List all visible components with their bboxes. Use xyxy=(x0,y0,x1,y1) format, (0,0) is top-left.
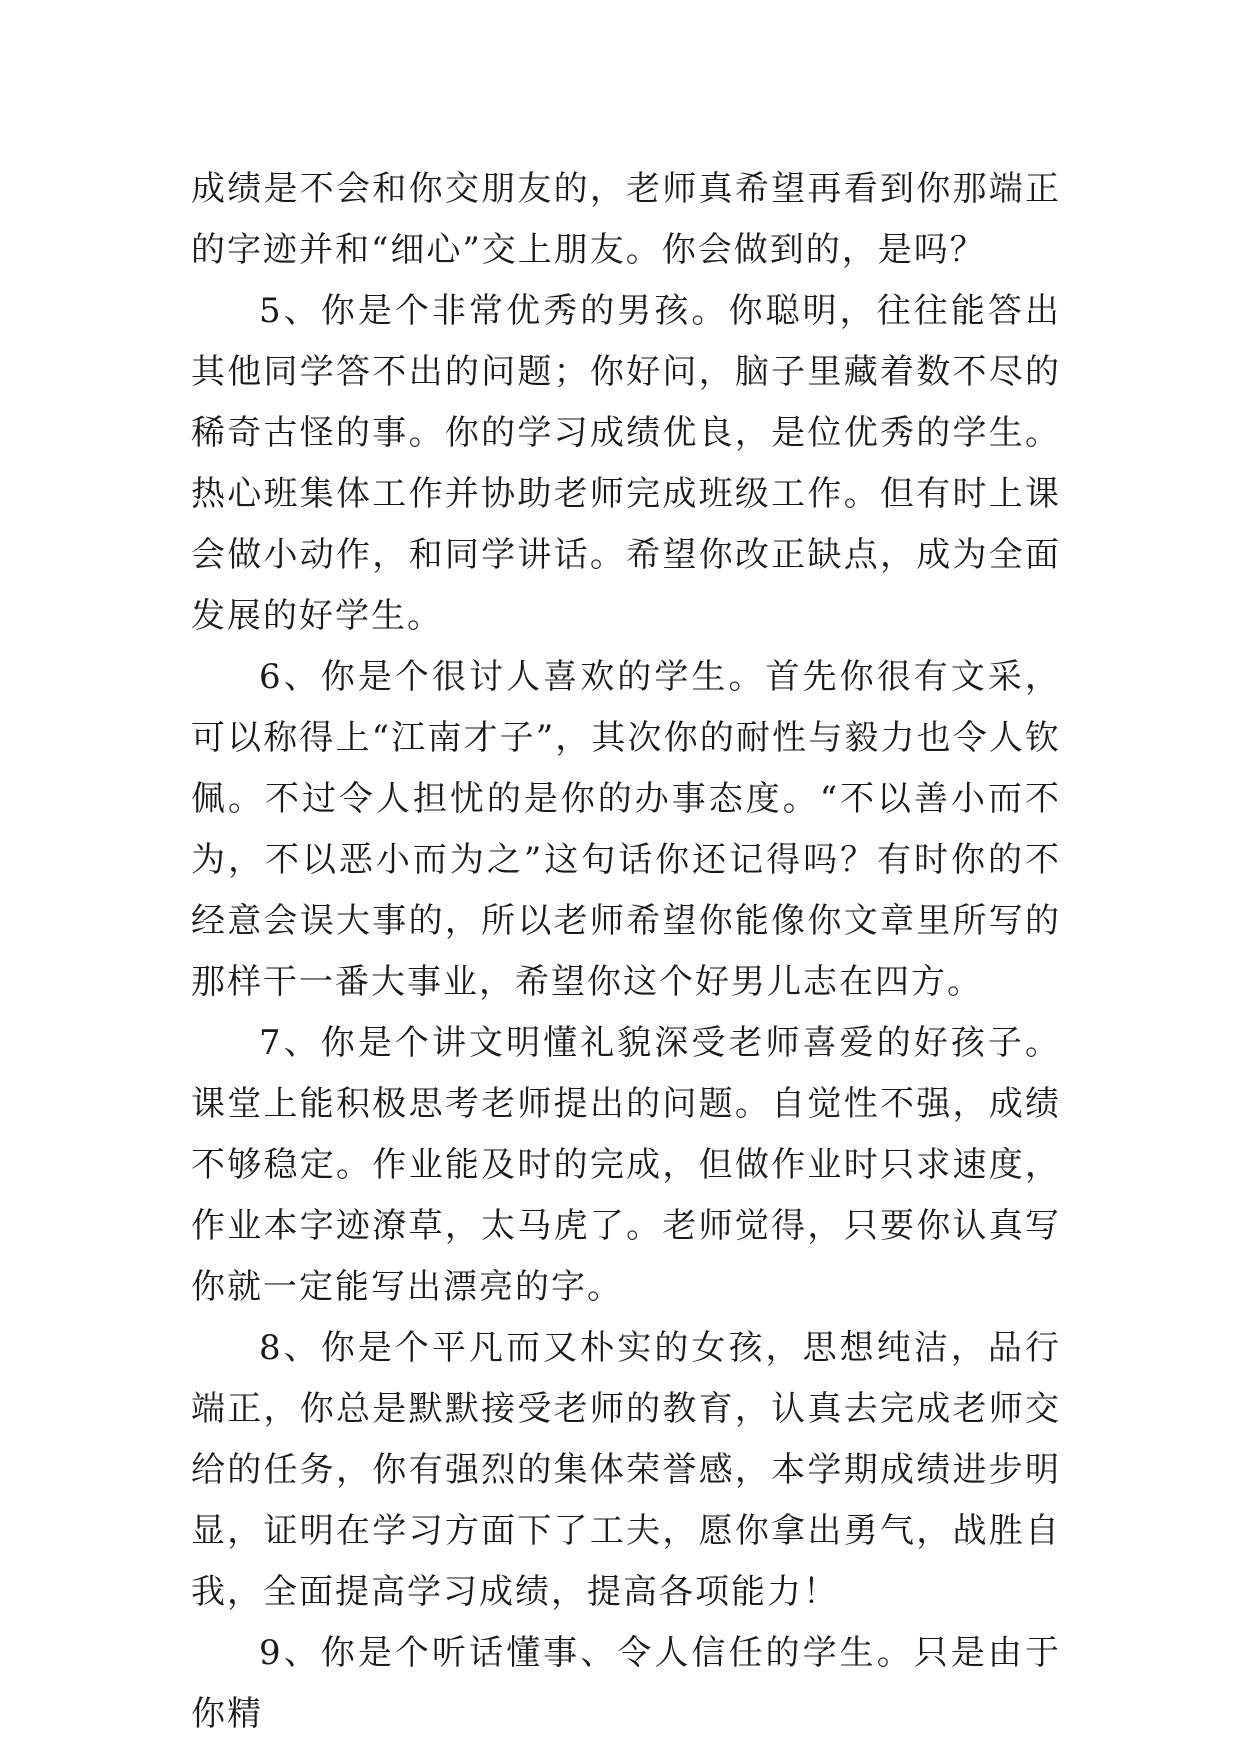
paragraph-comment-7: 7、你是个讲文明懂礼貌深受老师喜爱的好孩子。课堂上能积极思考老师提出的问题。自觉性不强，成绩不够稳定。作业能及时的完成，但做作业时只求速度，作业本字迹潦草，太马虎了。老师觉得，只要你认真写你就一定能写出漂亮的字。 xyxy=(191,1023,1061,1307)
paragraph-continuation: 成绩是不会和你交朋友的，老师真希望再看到你那端正的字迹并和“细心”交上朋友。你会做到的，是吗？ xyxy=(191,169,1061,270)
document-body xyxy=(191,159,1061,1745)
paragraph-comment-9: 9、你是个听话懂事、令人信任的学生。只是由于你精 xyxy=(191,1633,1061,1734)
paragraph-comment-5: 5、你是个非常优秀的男孩。你聪明，往往能答出其他同学答不出的问题；你好问，脑子里藏着数不尽的稀奇古怪的事。你的学习成绩优良，是位优秀的学生。热心班集体工作并协助老师完成班级工作。但有时上课会做小动作，和同学讲话。希望你改正缺点，成为全面发展的好学生。 xyxy=(191,291,1061,636)
paragraph-comment-6: 6、你是个很讨人喜欢的学生。首先你很有文采，可以称得上“江南才子”，其次你的耐性与毅力也令人钦佩。不过令人担忧的是你的办事态度。“不以善小而不为，不以恶小而为之”这句话你还记得吗？有时你的不经意会误大事的，所以老师希望你能像你文章里所写的那样干一番大事业，希望你这个好男儿志在四方。 xyxy=(191,657,1061,1002)
paragraph-comment-8: 8、你是个平凡而又朴实的女孩，思想纯洁，品行端正，你总是默默接受老师的教育，认真去完成老师交给的任务，你有强烈的集体荣誉感，本学期成绩进步明显，证明在学习方面下了工夫，愿你拿出勇气，战胜自我，全面提高学习成绩，提高各项能力！ xyxy=(191,1328,1061,1612)
